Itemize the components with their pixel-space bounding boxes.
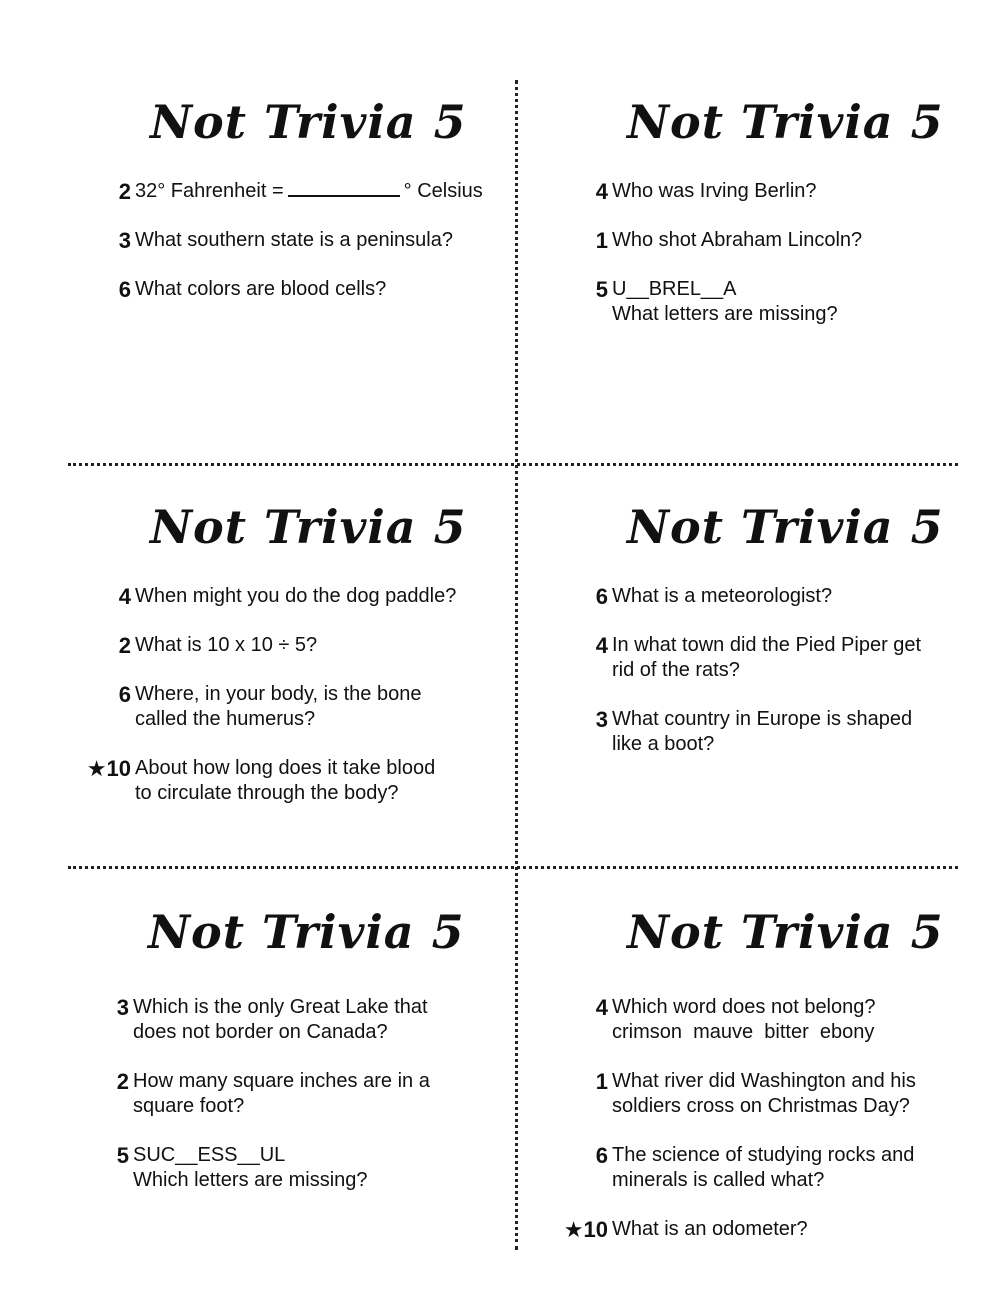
question-item	[86, 756, 525, 806]
question-text: Who shot Abraham Lincoln?	[612, 229, 863, 251]
question-item	[105, 584, 525, 609]
question-item	[582, 707, 1000, 757]
card-title: Not Trivia 5	[627, 95, 944, 149]
question-points-star: ★10	[563, 1217, 608, 1242]
trivia-card-4	[582, 500, 1000, 781]
question-item	[582, 995, 1000, 1045]
question-text: The science of studying rocks and	[612, 1144, 915, 1166]
question-text-line2: rid of the rats?	[612, 659, 740, 681]
question-item	[582, 228, 1000, 253]
question-text: SUC__ESS__UL	[133, 1144, 286, 1166]
question-text-line2: called the humerus?	[135, 708, 316, 730]
question-points: 5	[116, 1143, 129, 1168]
question-item	[582, 1069, 1000, 1119]
card-title: Not Trivia 5	[627, 905, 944, 959]
trivia-card-5	[103, 905, 523, 1217]
question-text: What is a meteorologist?	[612, 585, 833, 607]
question-points: 4	[595, 633, 608, 658]
question-item	[582, 584, 1000, 609]
question-points: 4	[595, 179, 608, 204]
question-points: 6	[118, 682, 131, 707]
question-text-line2: square foot?	[133, 1095, 245, 1117]
horizontal-cut-line-bottom	[68, 866, 958, 869]
question-text: What country in Europe is shaped	[612, 708, 913, 730]
question-text: What is 10 x 10 ÷ 5?	[135, 634, 318, 656]
question-text-line2: What letters are missing?	[612, 303, 838, 325]
question-points: 2	[118, 633, 131, 658]
question-text-pre: 32° Fahrenheit =	[135, 180, 284, 202]
question-points: 1	[595, 228, 608, 253]
question-text: U__BREL__A	[612, 278, 737, 300]
question-text: Which is the only Great Lake that	[133, 996, 428, 1018]
question-text-line2: does not border on Canada?	[133, 1021, 388, 1043]
card-title: Not Trivia 5	[627, 500, 944, 554]
question-text: Where, in your body, is the bone	[135, 683, 422, 705]
trivia-card-6	[563, 905, 1000, 1266]
question-text: What is an odometer?	[612, 1218, 808, 1240]
question-item	[582, 633, 1000, 683]
trivia-card-3	[86, 500, 525, 830]
question-item	[582, 179, 1000, 204]
question-item	[103, 1143, 523, 1193]
card-title: Not Trivia 5	[150, 95, 467, 149]
answer-blank	[288, 179, 400, 197]
question-points: 2	[118, 179, 131, 204]
question-points: 6	[118, 277, 131, 302]
question-text: In what town did the Pied Piper get	[612, 634, 922, 656]
question-text-post: ° Celsius	[403, 180, 483, 202]
question-item	[582, 277, 1000, 327]
question-points: 3	[118, 228, 131, 253]
question-item	[105, 277, 525, 302]
question-text-line2: minerals is called what?	[612, 1169, 825, 1191]
question-points: 4	[118, 584, 131, 609]
question-text-line2: to circulate through the body?	[135, 782, 399, 804]
question-points: 4	[595, 995, 608, 1020]
question-points: 5	[595, 277, 608, 302]
question-item	[103, 1069, 523, 1119]
question-item	[105, 633, 525, 658]
question-text: About how long does it take blood	[135, 757, 436, 779]
question-text-line2: Which letters are missing?	[133, 1169, 368, 1191]
question-item	[563, 1217, 1000, 1242]
question-text-line2: soldiers cross on Christmas Day?	[612, 1095, 910, 1117]
question-text: Who was Irving Berlin?	[612, 180, 817, 202]
horizontal-cut-line-top	[68, 463, 958, 466]
question-item	[103, 995, 523, 1045]
question-text-line2: crimson mauve bitter ebony	[612, 1021, 875, 1043]
question-text: What colors are blood cells?	[135, 278, 387, 300]
question-points-star: ★10	[86, 756, 131, 781]
card-title: Not Trivia 5	[148, 905, 465, 959]
card-title: Not Trivia 5	[150, 500, 467, 554]
question-text-line2: like a boot?	[612, 733, 715, 755]
question-item	[105, 682, 525, 732]
question-item	[582, 1143, 1000, 1193]
question-text: Which word does not belong?	[612, 996, 876, 1018]
question-text: How many square inches are in a	[133, 1070, 430, 1092]
question-item	[105, 179, 525, 204]
question-item	[105, 228, 525, 253]
question-points: 6	[595, 1143, 608, 1168]
trivia-card-2	[582, 95, 1000, 351]
question-points: 3	[595, 707, 608, 732]
question-points: 6	[595, 584, 608, 609]
question-text: What river did Washington and his	[612, 1070, 916, 1092]
question-points: 3	[116, 995, 129, 1020]
question-text: When might you do the dog paddle?	[135, 585, 457, 607]
question-points: 2	[116, 1069, 129, 1094]
trivia-card-1	[105, 95, 525, 326]
question-text: What southern state is a peninsula?	[135, 229, 453, 251]
question-points: 1	[595, 1069, 608, 1094]
